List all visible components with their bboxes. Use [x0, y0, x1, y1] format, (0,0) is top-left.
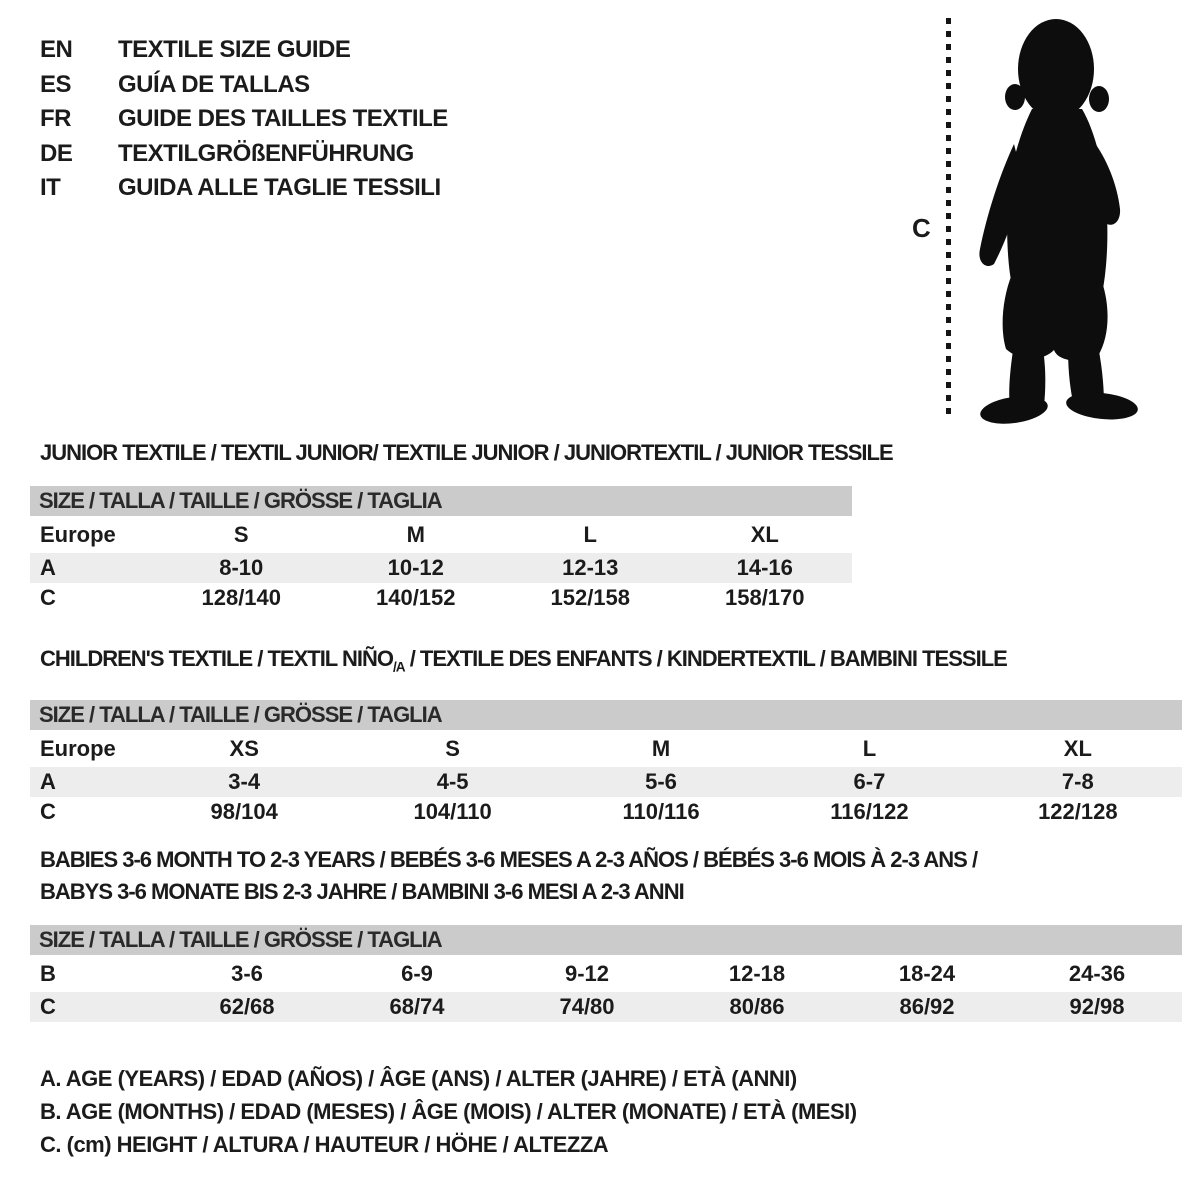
table-cell: S: [445, 735, 460, 761]
table-cell: 7-8: [1061, 769, 1094, 795]
table-cell: 3-4: [228, 769, 261, 795]
table-cell: 110/116: [622, 799, 700, 825]
table-row: [30, 767, 1182, 797]
table-cell: 80/86: [729, 994, 785, 1019]
table-cell: 8-10: [219, 555, 264, 580]
language-row: [40, 102, 448, 137]
table-cell: XL: [750, 521, 779, 547]
table-cell: 18-24: [898, 960, 956, 986]
language-row: [40, 33, 448, 68]
row-label: A: [40, 769, 56, 795]
table-title-text: /A: [392, 659, 405, 675]
table-cell: L: [583, 521, 597, 547]
size-table-section-children: [30, 643, 1182, 827]
table-cell: 4-5: [436, 769, 469, 795]
table-cell: 152/158: [550, 585, 631, 610]
language-title-list: [40, 33, 448, 206]
table-size-header-label: SIZE / TALLA / TAILLE / GRÖSSE / TAGLIA: [39, 927, 442, 952]
table-row: [30, 516, 852, 553]
table-title-text: CHILDREN'S TEXTILE / TEXTIL NIÑO: [40, 646, 393, 671]
table-cell: M: [406, 521, 425, 547]
table-cell: 9-12: [564, 960, 610, 986]
table-cell: 12-18: [728, 960, 786, 986]
table-cell: 10-12: [387, 555, 444, 580]
table-cell: 12-13: [562, 555, 619, 580]
language-title: GUIDA ALLE TAGLIE TESSILI: [118, 174, 441, 202]
language-title: TEXTILGRÖßENFÜHRUNG: [118, 139, 414, 167]
table-title-text: / TEXTILE DES ENFANTS / KINDERTEXTIL / BAMBINI TESSILE: [404, 646, 1007, 671]
table-cell: 6-9: [401, 960, 433, 986]
size-table: [30, 925, 1182, 1022]
language-code: FR: [40, 105, 71, 133]
table-size-header-bar: [30, 486, 852, 516]
baby-silhouette-icon: [962, 14, 1152, 424]
table-cell: 68/74: [389, 994, 445, 1019]
table-cell: M: [651, 735, 671, 761]
table-title-text: BABIES 3-6 MONTH TO 2-3 YEARS / BEBÉS 3-6 MESES A 2-3 AÑOS / BÉBÉS 3-6 MOIS À 2-3 ANS /: [40, 847, 978, 872]
height-measure-label: C: [912, 213, 931, 243]
legend-line: C. (cm) HEIGHT / ALTURA / HAUTEUR / HÖHE / ALTEZZA: [40, 1132, 609, 1157]
language-title: GUIDE DES TAILLES TEXTILE: [118, 105, 448, 133]
language-code: IT: [40, 174, 61, 202]
table-title-text: BABYS 3-6 MONATE BIS 2-3 JAHRE / BAMBINI 3-6 MESI A 2-3 ANNI: [40, 879, 684, 904]
table-title-line: [40, 844, 1182, 876]
row-label: B: [40, 960, 56, 986]
table-cell: 128/140: [201, 585, 282, 610]
language-code: EN: [40, 36, 73, 64]
legend-line: A. AGE (YEARS) / EDAD (AÑOS) / ÂGE (ANS) / ALTER (JAHRE) / ETÀ (ANNI): [40, 1066, 797, 1091]
table-cell: 104/110: [413, 799, 492, 825]
row-label: C: [40, 994, 56, 1019]
height-measure-dashed-line: [946, 18, 951, 418]
language-row: [40, 137, 448, 172]
table-cell: S: [233, 521, 249, 547]
table-size-header-bar: [30, 700, 1182, 730]
table-cell: XS: [229, 735, 259, 761]
table-size-header-label: SIZE / TALLA / TAILLE / GRÖSSE / TAGLIA: [39, 488, 442, 513]
size-table-section-junior: [30, 437, 893, 613]
table-cell: XL: [1063, 735, 1092, 761]
table-cell: 24-36: [1068, 960, 1126, 986]
table-row: [30, 955, 1182, 992]
size-table: [30, 486, 852, 613]
table-cell: 74/80: [559, 994, 615, 1019]
language-code: DE: [40, 139, 73, 167]
table-title-text: JUNIOR TEXTILE / TEXTIL JUNIOR/ TEXTILE JUNIOR / JUNIORTEXTIL / JUNIOR TESSILE: [40, 440, 893, 465]
size-table-section-babies: [30, 844, 1182, 1022]
table-title-line: [40, 876, 1182, 908]
table-cell: 6-7: [853, 769, 886, 795]
table-cell: 92/98: [1069, 994, 1125, 1019]
language-row: [40, 171, 448, 206]
measure-legend: [40, 1062, 857, 1161]
row-label: Europe: [40, 735, 116, 761]
language-code: ES: [40, 70, 72, 98]
table-cell: 158/170: [724, 585, 805, 610]
table-cell: 116/122: [830, 799, 909, 825]
language-title: GUÍA DE TALLAS: [118, 70, 310, 98]
table-cell: 62/68: [219, 994, 275, 1019]
row-label: Europe: [40, 521, 116, 547]
language-title: TEXTILE SIZE GUIDE: [118, 36, 351, 64]
table-cell: 98/104: [210, 799, 278, 825]
table-row: [30, 730, 1182, 767]
table-cell: 3-6: [231, 960, 263, 986]
table-cell: L: [862, 735, 877, 761]
table-title-line: [40, 643, 1182, 683]
table-title: [40, 643, 1182, 683]
table-title: [40, 437, 893, 469]
row-label: A: [40, 555, 56, 580]
table-size-header-bar: [30, 925, 1182, 955]
table-cell: 86/92: [899, 994, 955, 1019]
table-row: [30, 992, 1182, 1022]
table-row: [30, 583, 852, 613]
table-row: [30, 553, 852, 583]
table-cell: 140/152: [375, 585, 456, 610]
table-cell: 122/128: [1038, 799, 1118, 825]
size-table: [30, 700, 1182, 827]
table-cell: 5-6: [645, 769, 677, 795]
table-title: [40, 844, 1182, 908]
row-label: C: [40, 799, 56, 825]
table-cell: 14-16: [736, 555, 793, 580]
table-title-line: [40, 437, 893, 469]
row-label: C: [40, 585, 56, 610]
legend-line: B. AGE (MONTHS) / EDAD (MESES) / ÂGE (MOIS) / ALTER (MONATE) / ETÀ (MESI): [40, 1099, 857, 1124]
table-size-header-label: SIZE / TALLA / TAILLE / GRÖSSE / TAGLIA: [39, 702, 442, 728]
language-row: [40, 68, 448, 103]
table-row: [30, 797, 1182, 827]
